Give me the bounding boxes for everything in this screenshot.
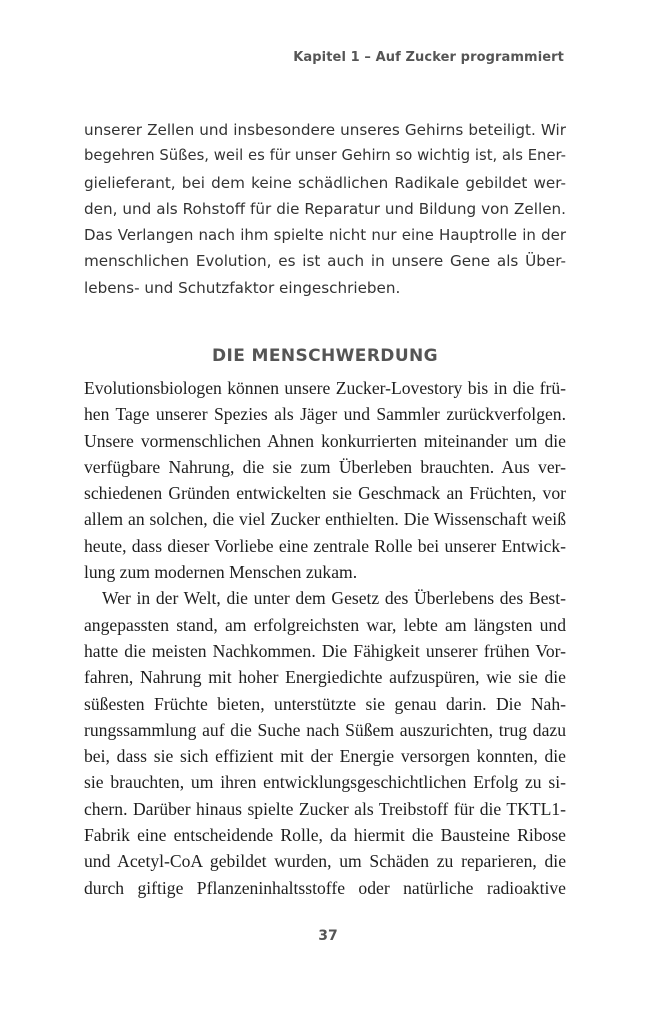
text-line: begehren Süßes, weil es für unser Gehirn so wichtig ist, als Ener- [84,147,566,165]
paragraph-2 [84,585,566,901]
text-line: Wer in der Welt, die unter dem Gesetz des Überlebens des Best- [102,588,566,609]
text-line: verfügbare Nahrung, die sie zum Überleben brauchten. Aus ver- [84,456,566,477]
section-heading: DIE MENSCHWERDUNG [211,346,439,366]
text-line: Unsere vormenschlichen Ahnen konkurrierten miteinander um die [84,430,566,451]
text-line: Das Verlangen nach ihm spielte nicht nur eine Hauptrolle in der [84,226,566,245]
text-line: fahren, Nahrung mit hoher Energiedichte aufzuspüren, wie sie die [84,667,566,688]
text-line: süßesten Früchte bieten, unterstützte sie genau darin. Die Nah- [84,693,566,714]
text-line: bei, dass sie sich effizient mit der Energie versorgen konnten, die [84,746,566,767]
text-line: menschlichen Evolution, es ist auch in unsere Gene als Über- [84,252,566,271]
paragraph-1 [84,375,566,585]
text-line: lung zum modernen Menschen zukam. [84,562,358,583]
page-number: 37 [318,928,338,944]
text-line: allem an solchen, die viel Zucker enthielten. Die Wissenschaft weiß [84,509,566,530]
text-line: chern. Darüber hinaus spielte Zucker als Treibstoff für die TKTL1- [84,798,566,819]
text-line: unserer Zellen und insbesondere unseres Gehirns beteiligt. Wir [84,121,566,139]
running-head: Kapitel 1 – Auf Zucker programmiert [293,50,564,65]
text-line: lebens- und Schutzfaktor eingeschrieben. [84,278,401,297]
text-line: sie brauchten, um ihren entwicklungsgeschichtlichen Erfolg zu si- [84,772,566,793]
text-line: schiedenen Gründen entwickelten sie Geschmack an Früchten, vor [84,483,566,504]
body-text [84,375,566,901]
text-line: und Acetyl-CoA gebildet wurden, um Schäden zu reparieren, die [84,851,566,872]
text-line: rungssammlung auf die Suche nach Süßem auszurichten, trug dazu [84,719,566,740]
text-line: durch giftige Pflanzeninhaltsstoffe oder natürliche radioaktive [84,877,566,898]
intro-paragraph [84,117,566,301]
text-line: gielieferant, bei dem keine schädlichen Radikale gebildet wer- [84,173,566,192]
text-line: heute, dass dieser Vorliebe eine zentrale Rolle bei unserer Entwick- [84,535,566,556]
text-line: Fabrik eine entscheidende Rolle, da hiermit die Bausteine Ribose [84,825,566,846]
text-line: hatte die meisten Nachkommen. Die Fähigkeit unserer frühen Vor- [84,640,566,661]
text-line: Evolutionsbiologen können unsere Zucker-Lovestory bis in die frü- [84,378,566,398]
text-line: angepassten stand, am erfolgreichsten war, lebte am längsten und [84,614,566,635]
text-line: den, und als Rohstoff für die Reparatur und Bildung von Zellen. [84,199,566,218]
text-line: hen Tage unserer Spezies als Jäger und Sammler zurückverfolgen. [84,404,566,425]
